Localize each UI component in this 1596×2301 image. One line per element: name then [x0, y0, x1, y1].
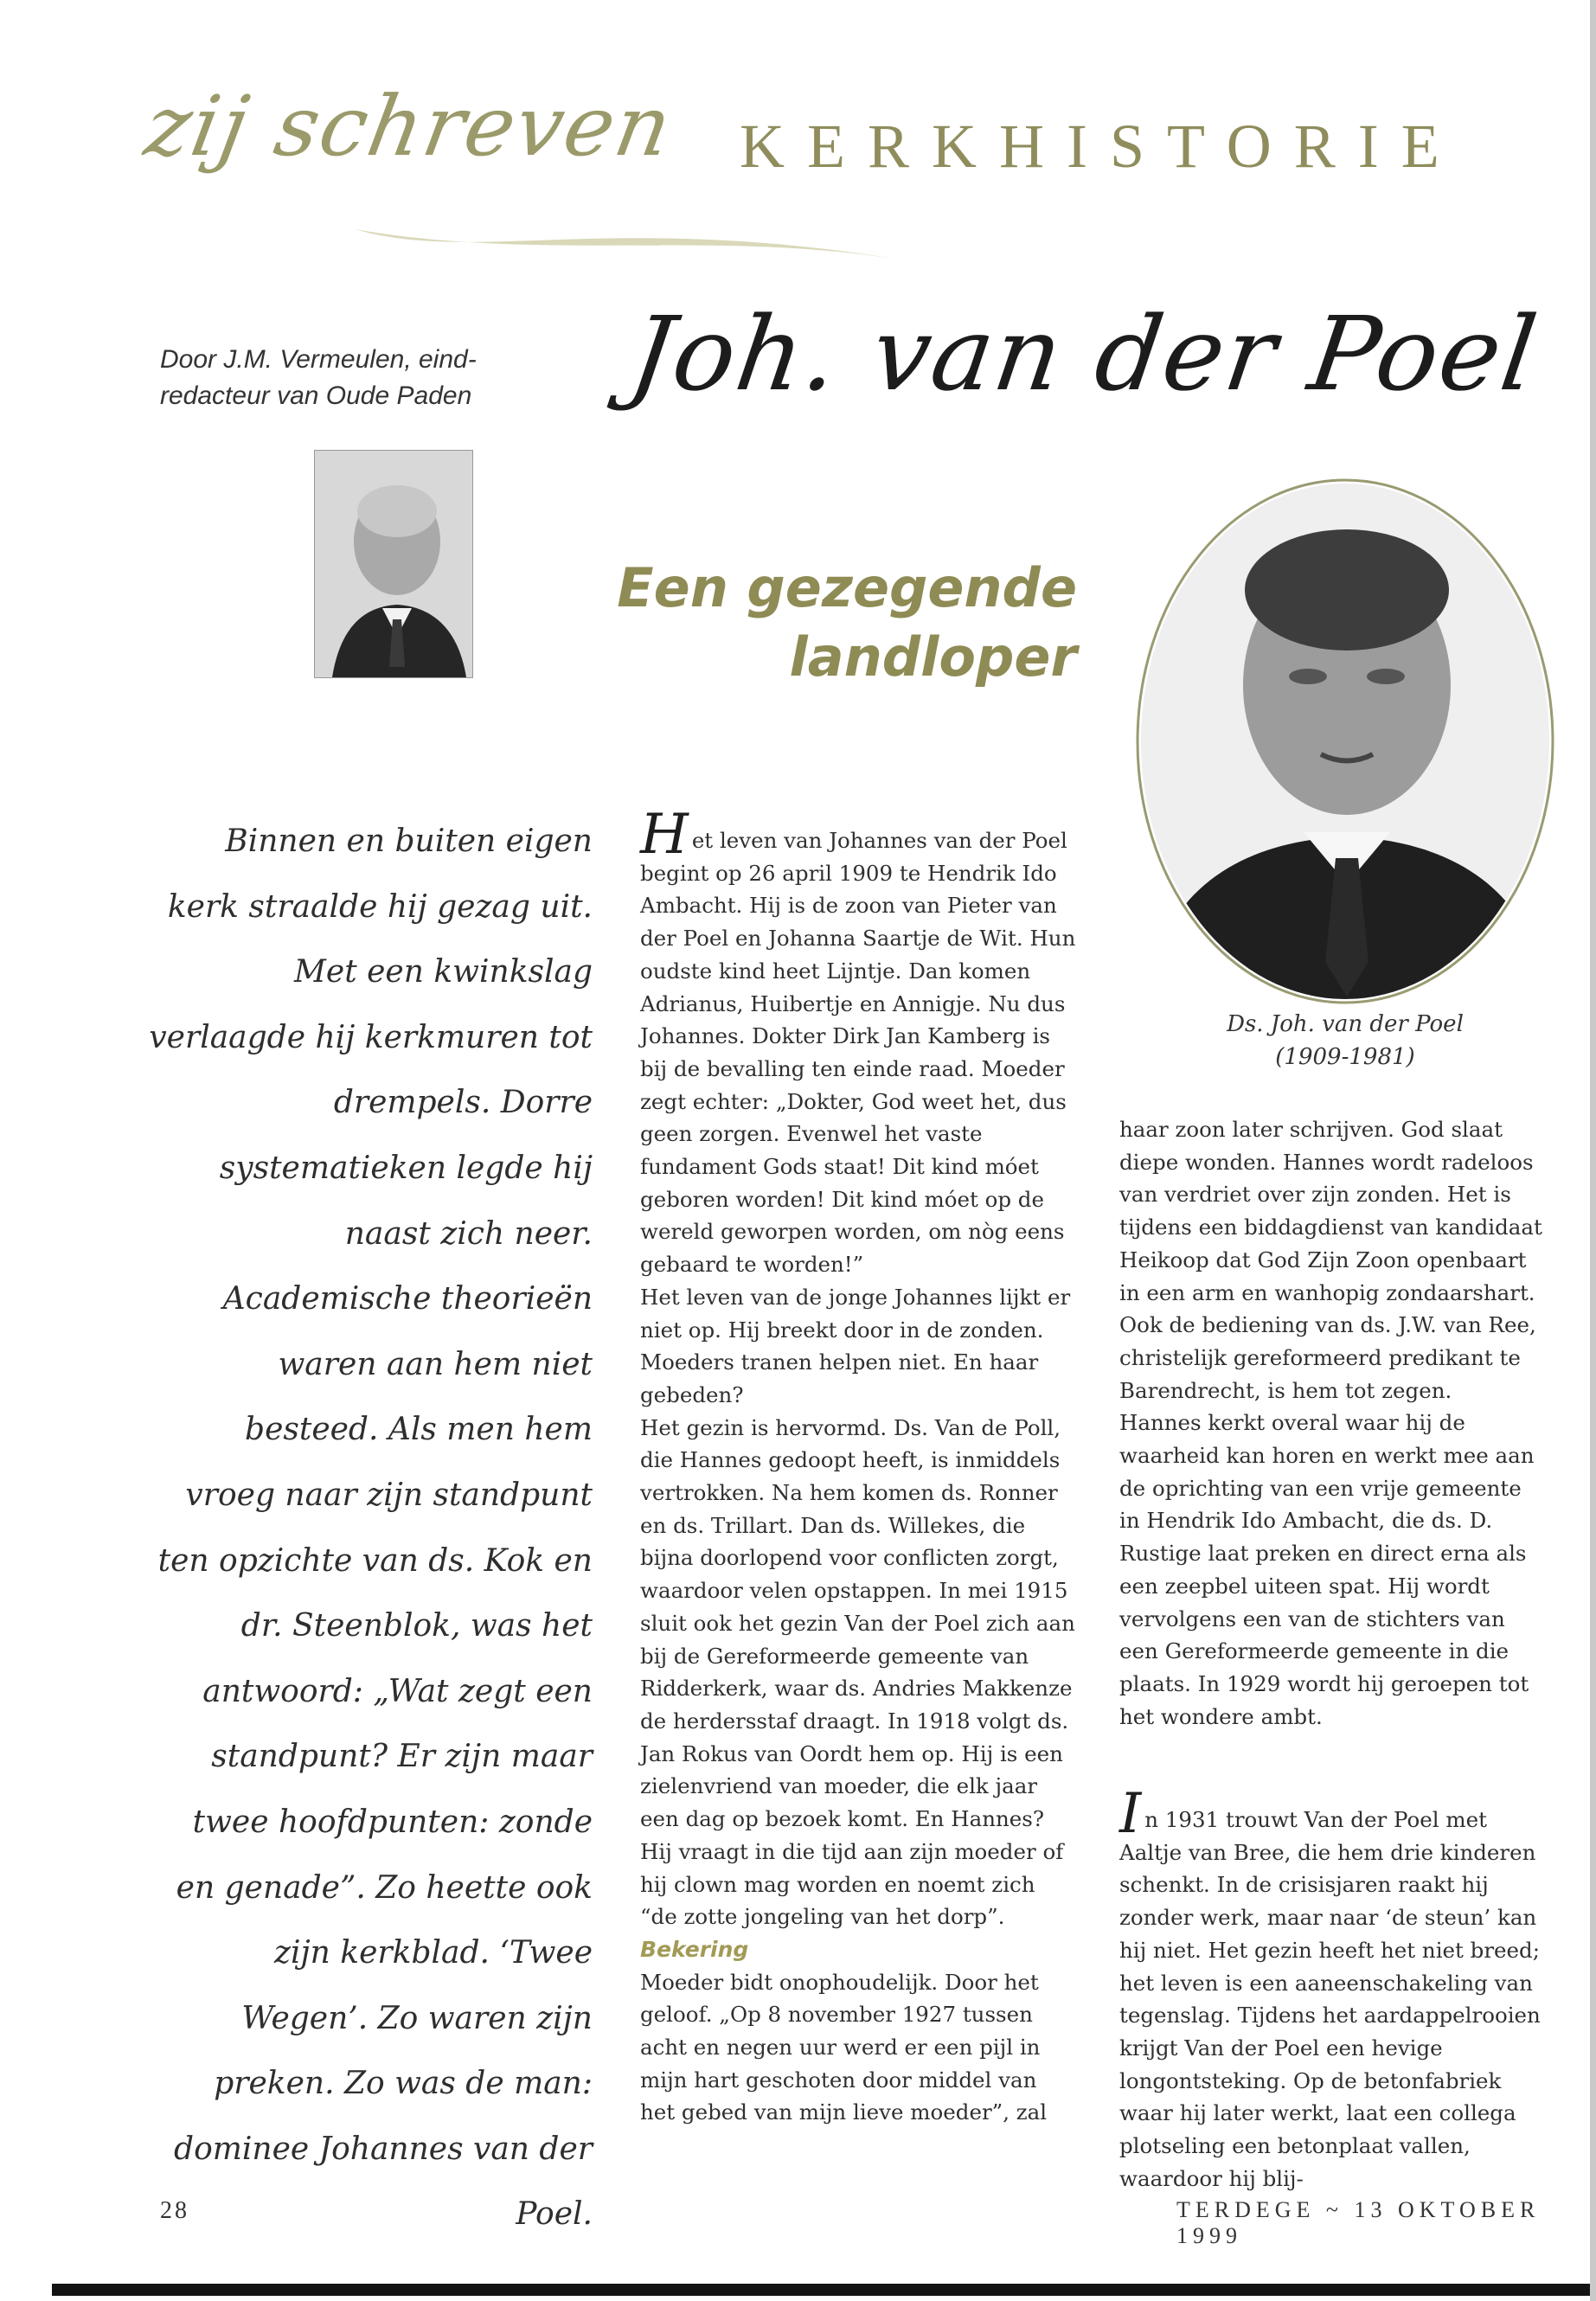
subheading: Bekering [640, 1936, 749, 1962]
article-column-2 [1119, 1113, 1548, 1733]
paragraph: haar zoon later schrijven. God slaat diepe wonden. Hannes wordt radeloos van verdriet over zijn zonden. Het is tijdens een biddagdienst van kandidaat Heikoop dat God Zijn Zoon openbaart in een arm en wanhopig zondaarshart. Ook de bediening van ds. J.W. van Ree, christelijk gereformeerd predikant te Barendrecht, is hem tot zegen. [1119, 1117, 1542, 1403]
drop-cap: I [1119, 1782, 1142, 1846]
byline: Door J.M. Vermeulen, eind-redacteur van Oude Paden [160, 345, 477, 410]
article-column-1 [640, 803, 1077, 2129]
portrait-caption [1135, 1008, 1555, 1074]
paragraph-text: et leven van Johannes van der Poel begint op 26 april 1909 te Hendrik Ido Ambacht. Hij is de zoon van Pieter van der Poel en Johanna Saartje de Wit. Hun oudste kind heet Lijntje. Dan komen Adrianus, Huibertje en Annigje. Nu dus Johannes. Dokter Dirk Jan Kamberg is bij de bevalling ten einde raad. Moeder zegt echter: „Dokter, God weet het, dus geen zorgen. Evenwel het vaste fundament Gods staat! Dit kind móet geboren worden! Dit kind móet op de wereld geworpen worden, om nòg eens gebaard te worden!” [640, 828, 1076, 1278]
paragraph: Moeder bidt onophoudelijk. Door het geloof. „Op 8 november 1927 tussen acht en negen uur werd er een pijl in mijn hart geschoten door middel van het gebed van mijn lieve moeder”, zal [640, 1969, 1048, 2125]
page-number: 28 [160, 2197, 189, 2224]
magazine-footer: TERDEGE ~ 13 OKTOBER 1999 [1176, 2197, 1541, 2248]
scan-edge-bottom [52, 2284, 1596, 2296]
drop-cap: H [640, 803, 689, 867]
section-kicker-script: zij schreven [138, 78, 680, 175]
author-photo [314, 450, 473, 678]
section-kicker: KERKHISTORIE [740, 112, 1462, 181]
caption-name: Ds. Joh. van der Poel [1227, 1011, 1464, 1037]
pull-quote: Binnen en buiten eigen kerk straalde hij gezag uit. Met een kwinkslag verlaagde hij kerkmuren tot drempels. Dorre systematieken legde hij naast zich neer. Academische theorieën waren aan hem niet besteed. Als men hem vroeg naar zijn standpunt ten opzichte van ds. Kok en dr. Steenblok, was het antwoord: „Wat zegt een standpunt? Er zijn maar twee hoofdpunten: zonde en genade”. Zo heette ook zijn kerkblad. ‘Twee Wegen’. Zo waren zijn preken. Zo was de man: dominee Johannes van der Poel. [149, 824, 593, 2233]
paragraph [640, 803, 1077, 1281]
article-title: Joh. van der Poel [623, 294, 1546, 413]
article-column-3 [1119, 1782, 1548, 2195]
paragraph [1119, 1782, 1548, 2195]
article-headline: Een gezegende landloper [617, 556, 1077, 689]
caption-years: (1909-1981) [1275, 1044, 1415, 1070]
paragraph: Hannes kerkt overal waar hij de waarheid kan horen en werkt mee aan de oprichting van een vrije gemeente in Hendrik Ido Ambacht, die ds. D. Rustige laat preken en direct erna als een zeepbel uiteen spat. Hij wordt vervolgens een van de stichters van een Gereformeerde gemeente in die plaats. In 1929 wordt hij geroepen tot het wondere ambt. [1119, 1410, 1535, 1729]
paragraph-text: n 1931 trouwt Van der Poel met Aaltje van Bree, die hem drie kinderen schenkt. In de crisisjaren raakt hij zonder werk, maar naar ‘de steun’ kan hij niet. Het gezin heeft het niet breed; het leven is een aaneenschakeling van tegenslag. Tijdens het aardappelrooien krijgt Van der Poel een hevige longontsteking. Op de betonfabriek waar hij later werkt, laat een collega plotseling een betonplaat vallen, waardoor hij blij- [1119, 1807, 1541, 2191]
paragraph: Het gezin is hervormd. Ds. Van de Poll, die Hannes gedoopt heeft, is inmiddels vertrokken. Na hem komen ds. Ronner en ds. Trillart. Dan ds. Willekes, die bijna doorlopend voor conflicten zorgt, waardoor velen opstappen. In mei 1915 sluit ook het gezin Van der Poel zich aan bij de Gereformeerde gemeente van Ridderkerk, waar ds. Andries Makkenze de herdersstaf draagt. In 1918 volgt ds. Jan Rokus van Oordt hem op. Hij is een zielenvriend van moeder, die elk jaar een dag op bezoek komt. En Hannes? Hij vraagt in die tijd aan zijn moeder of hij clown mag worden en noemt zich “de zotte jongeling van het dorp”. [640, 1414, 1075, 1930]
decorative-swoosh [346, 195, 908, 272]
paragraph: Het leven van de jonge Johannes lijkt er niet op. Hij breekt door in de zonden. Moeders tranen helpen niet. En haar gebeden? [640, 1284, 1071, 1407]
scan-edge-right [1590, 0, 1596, 2301]
portrait-photo [1135, 478, 1555, 1005]
